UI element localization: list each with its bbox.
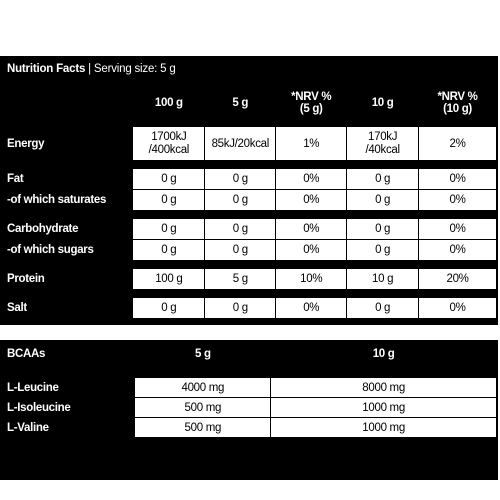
cell: 10% [276,269,347,290]
cell: 0 g [205,169,276,190]
cell: 0 g [205,240,276,261]
spacer [1,366,497,378]
row-label: Salt [1,298,133,319]
nutrition-corner [1,87,133,119]
cell: 0% [276,219,347,240]
cell: 0 g [205,190,276,211]
row-label: L-Isoleucine [1,398,135,418]
row-label: Energy [1,127,133,161]
bcaa-table [1,341,497,438]
table-row [1,298,497,319]
cell: 0 g [133,240,205,261]
table-row [1,398,497,418]
cell: 0 g [347,240,419,261]
cell: 0% [276,190,347,211]
table-row [1,269,497,290]
cell: 100 g [133,269,205,290]
table-row [1,190,497,211]
nutrition-facts-panel [0,56,498,325]
cell: 500 mg [135,398,271,418]
nutrition-header-row [1,87,497,119]
table-row [1,127,497,161]
cell: 0 g [347,298,419,319]
nutrition-facts-header [1,57,497,81]
cell: 2% [419,127,497,161]
cell: 0 g [205,298,276,319]
cell: 0 g [347,219,419,240]
cell: 0 g [133,219,205,240]
cell: 0% [276,240,347,261]
cell: 10 g [347,269,419,290]
cell: 85kJ/20kcal [205,127,276,161]
cell: 0% [276,169,347,190]
table-row [1,240,497,261]
cell: 0 g [133,190,205,211]
bcaa-panel [0,340,498,480]
row-label: -of which sugars [1,240,133,261]
bcaa-header-row [1,342,497,366]
row-label: Fat [1,169,133,190]
table-row [1,169,497,190]
nutrition-table [1,86,497,319]
bcaa-title: BCAAs [1,342,135,366]
cell: 0% [276,298,347,319]
row-label: Protein [1,269,133,290]
spacer [1,119,497,127]
cell: 0 g [205,219,276,240]
cell: 1700kJ /400kcal [133,127,205,161]
col-100g: 100 g [133,87,205,119]
cell: 0 g [347,190,419,211]
spacer [1,211,497,219]
cell: 500 mg [135,418,271,438]
cell: 0 g [347,169,419,190]
col-5g: 5 g [205,87,276,119]
col-nrv-10g: *NRV % (10 g) [419,87,497,119]
row-label: Carbohydrate [1,219,133,240]
cell: 170kJ /40kcal [347,127,419,161]
col-10g: 10 g [271,342,497,366]
spacer [1,290,497,298]
cell: 20% [419,269,497,290]
row-label: -of which saturates [1,190,133,211]
col-5g: 5 g [135,342,271,366]
cell: 0% [419,240,497,261]
table-row [1,219,497,240]
nutrition-facts-title: Nutrition Facts [7,63,86,75]
col-10g: 10 g [347,87,419,119]
cell: 5 g [205,269,276,290]
serving-size: | Serving size: 5 g [88,63,176,75]
row-label: L-Leucine [1,378,135,398]
cell: 1000 mg [271,398,497,418]
cell: 0% [419,298,497,319]
row-label: L-Valine [1,418,135,438]
cell: 0% [419,169,497,190]
spacer [1,261,497,269]
table-row [1,418,497,438]
spacer [1,161,497,169]
table-row [1,378,497,398]
cell: 0 g [133,169,205,190]
cell: 0% [419,190,497,211]
cell: 1000 mg [271,418,497,438]
cell: 4000 mg [135,378,271,398]
cell: 0 g [133,298,205,319]
cell: 8000 mg [271,378,497,398]
cell: 1% [276,127,347,161]
cell: 0% [419,219,497,240]
col-nrv-5g: *NRV % (5 g) [276,87,347,119]
